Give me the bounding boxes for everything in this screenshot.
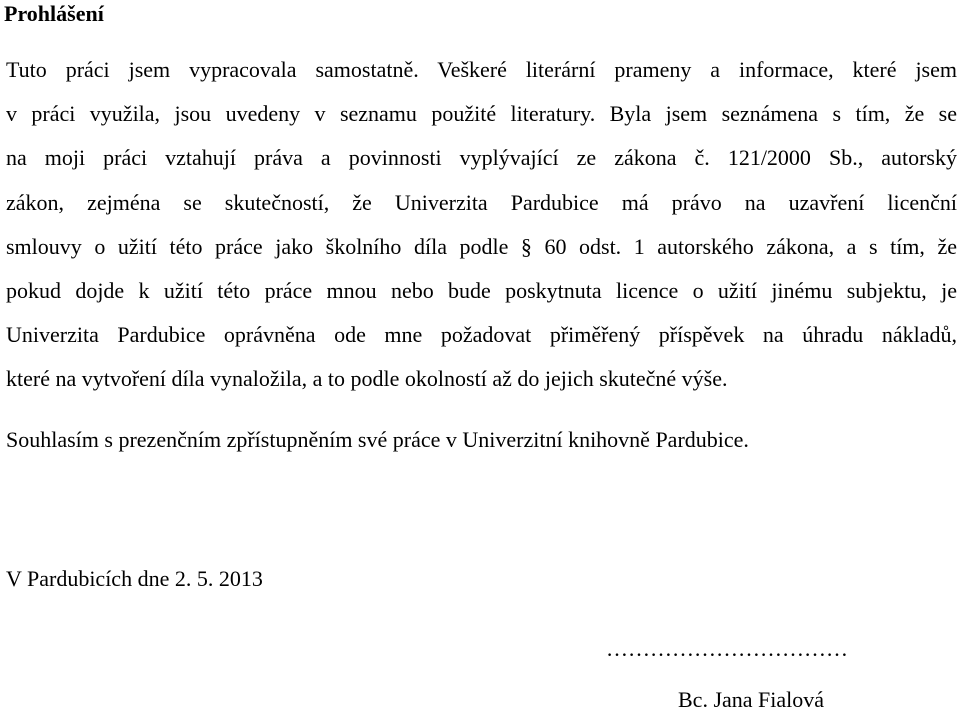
page-title: Prohlášení — [4, 1, 104, 26]
consent-paragraph — [6, 418, 957, 462]
declaration-line-6: pokud dojde k užití této práce mnou nebo bude poskytnuta licence o užití jinému subjektu, je — [6, 277, 957, 303]
declaration-paragraph — [6, 48, 957, 402]
declaration-line-7: Univerzita Pardubice oprávněna ode mne požadovat přiměřený příspěvek na úhradu nákladů, — [6, 322, 957, 348]
place-date-line: V Pardubicích dne 2. 5. 2013 — [6, 566, 263, 591]
consent-line: Souhlasím s prezenčním zpřístupněním své práce v Univerzitní knihovně Pardubice. — [6, 427, 749, 452]
declaration-line-3: na moji práci vztahují práva a povinnosti vyplývající ze zákona č. 121/2000 Sb., autorský — [6, 145, 957, 171]
declaration-line-1: Tuto práci jsem vypracovala samostatně. Veškeré literární prameny a informace, které jsem — [6, 57, 957, 82]
signature-name: Bc. Jana Fialová — [678, 687, 825, 712]
declaration-line-8: které na vytvoření díla vynaložila, a to podle okolností až do jejich skutečné výše. — [6, 366, 728, 392]
signature-line: …………………………… — [606, 636, 848, 661]
declaration-line-2: v práci využila, jsou uvedeny v seznamu použité literatury. Byla jsem seznámena s tím, že se — [6, 101, 957, 127]
place-date — [6, 557, 957, 601]
declaration-line-5: smlouvy o užití této práce jako školního díla podle § 60 odst. 1 autorského zákona, a s tím, že — [6, 233, 957, 259]
declaration-line-4: zákon, zejména se skutečností, že Univerzita Pardubice má právo na uzavření licenční — [6, 189, 957, 215]
